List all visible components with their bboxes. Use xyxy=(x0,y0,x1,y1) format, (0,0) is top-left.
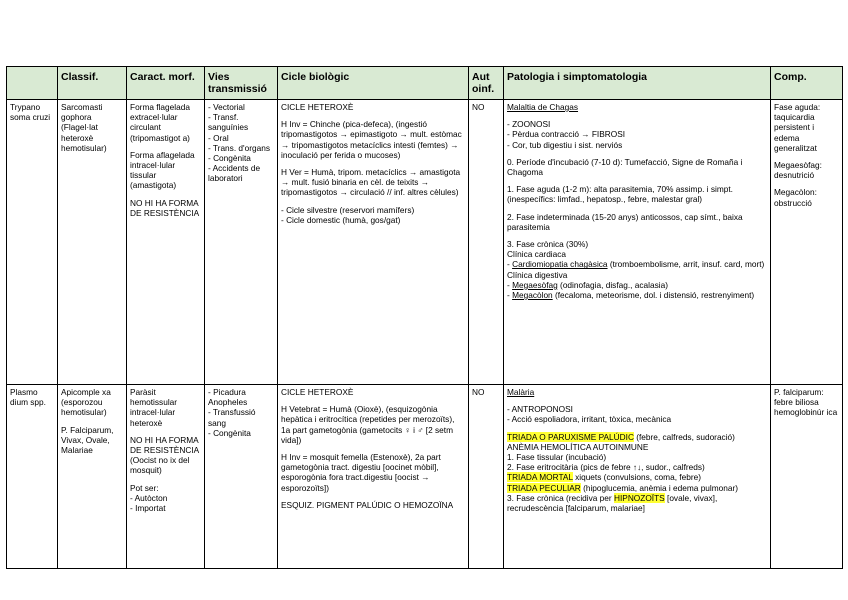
header-aut: Aut oinf. xyxy=(469,67,504,100)
cicle-ver: H Ver = Humà, tripom. metacíclics → amastigota → mult. fusió binaria en cèl. de teixits → tripomastigotos → circulació // inf. altres cèlules) xyxy=(281,167,461,198)
pat-line: - ANTROPONOSI xyxy=(507,404,573,415)
pat-cardio: - Cardiomiopatia chagàsica (tromboembolisme, arrit, insuf. card, mort) xyxy=(507,259,765,270)
cicle-inv: H Inv = Chinche (pica-defeca), (ingestió tripomastigotos → epimastigoto → mult. estòmac → tripomastigotos metacíclics intesti (femtes) → inoculació per ferida o mucoses) xyxy=(281,119,462,160)
header-empty xyxy=(7,67,58,100)
pat-clinica-dig: Clínica digestiva xyxy=(507,269,568,280)
vies-item: - Transf. sanguínies xyxy=(208,112,249,133)
mega1-term: Megaesòfag xyxy=(512,279,558,290)
f3-end: [ovale, vivax], recrudescència [falciparum, malariae] xyxy=(507,492,718,514)
triada1-highlight: TRIADA O PARUXISME PALÚDIC xyxy=(507,431,634,442)
vies-item: - Congènita xyxy=(208,153,251,164)
cicle-title: CICLE HETEROXÈ xyxy=(281,102,354,112)
pat-clinica-card: Clínica cardiaca xyxy=(507,249,567,260)
vies-item: - Trans. d'organs xyxy=(208,142,270,153)
cell-name: Plasmo dium spp. xyxy=(7,385,58,569)
morf-line: Paràsit hemotissular intracel·lular heteroxè xyxy=(130,387,178,428)
cardio-desc: (tromboembolisme, arrit, insuf. card, mort) xyxy=(607,259,765,270)
cicle-esq: ESQUIZ. PIGMENT PALÚDIC O HEMOZOÏNA xyxy=(281,499,454,510)
classif-line: P. Falciparum, Vivax, Ovale, Malariae xyxy=(61,424,114,456)
vies-item: - Vectorial xyxy=(208,102,245,112)
cell-name: Trypano soma cruzi xyxy=(7,100,58,385)
f3-start: 3. Fase crònica (recidiva per xyxy=(507,492,614,503)
pat-phase-3: 3. Fase crònica (30%) xyxy=(507,239,589,250)
pat-title: Malaltia de Chagas xyxy=(507,102,579,112)
header-cicle: Cicle biològic xyxy=(278,67,469,100)
header-vies: Vies transmissió xyxy=(205,67,278,100)
header-classif: Classif. xyxy=(58,67,127,100)
cicle-inv: H Inv = mosquit femella (Estenoxè), 2a part gametogònia tract. digestiu [oocinet mòbil], esporogònia fora tract.digestiu [oocist → esporozoïts]) xyxy=(281,452,441,493)
header-pat: Patologia i simptomatologia xyxy=(504,67,771,100)
comp-item: Fase aguda: taquicardia persistent i edema generalitzat xyxy=(774,102,821,153)
pat-line: - Cor, tub digestiu i sist. nerviós xyxy=(507,139,623,150)
classif-line: Apicomple xa (esporozou hemotisular) xyxy=(61,387,111,418)
comp-item: Megaesòfag: desnutrició xyxy=(774,160,822,181)
header-comp: Comp. xyxy=(771,67,843,100)
table-row-trypanosoma xyxy=(7,100,843,385)
pat-mega2: - Megacòlon (fecaloma, meteorisme, dol. i distensió, restrenyiment) xyxy=(507,290,755,301)
pat-line: - ZOONOSI xyxy=(507,119,551,130)
vies-item: - Picadura Anopheles xyxy=(208,387,248,408)
pat-anemia: ANÈMIA HEMOLÍTICA AUTOINMUNE xyxy=(507,441,649,452)
pat-f2: 2. Fase eritrocitària (pics de febre ↑↓, sudor., calfreds) xyxy=(507,462,705,473)
morf-line: - Autòcton xyxy=(130,492,168,503)
table-row-plasmodium xyxy=(7,385,843,569)
cicle-vet: H Vetebrat = Humà (Oioxè), (esquizogònia hepàtica i eritrocítica (repetides per merozoïts), 1a part gametogònia (gametocits ♀ i ♂ [2 setm vida]) xyxy=(281,404,455,445)
mega1-desc: (odinofagia, disfag., acalasia) xyxy=(557,279,668,290)
pat-phase-1: 1. Fase aguda (1-2 m): alta parasitemia, 70% assimp. i simpt. (inespecífics: limfad., hepatosp., febre, malestar gral) xyxy=(507,184,733,205)
cardio-term: Cardiomiopatia chagàsica xyxy=(512,259,608,270)
hipnozoits-highlight: HIPNOZOÏTS xyxy=(613,492,665,503)
cicle-item: - Cicle silvestre (reservori mamífers) xyxy=(281,204,415,215)
vies-item: - Accidents de laboratori xyxy=(208,163,261,184)
triada1-desc: (febre, calfreds, sudoració) xyxy=(633,431,735,442)
cell-cicle xyxy=(278,385,469,569)
vies-item: - Transfussió sang xyxy=(208,407,256,428)
pat-line: - Acció espoliadora, irritant, tòxica, mecànica xyxy=(507,414,672,425)
cicle-title: CICLE HETEROXÈ xyxy=(281,387,354,397)
pat-f3 xyxy=(507,493,767,513)
cell-aut: NO xyxy=(469,100,504,385)
morf-line: NO HI HA FORMA DE RESISTÈNCIA xyxy=(130,197,200,218)
pat-triada3 xyxy=(507,483,767,493)
vies-item: - Congènita xyxy=(208,427,251,438)
vies-item: - Oral xyxy=(208,132,229,143)
cell-comp: P. falciparum: febre biliosa hemoglobinúr ica xyxy=(771,385,843,569)
cell-classif: Sarcomasti gophora (Flagel·lat heteroxè hemotisular) xyxy=(58,100,127,385)
triada2-highlight: TRIADA MORTAL xyxy=(507,472,573,483)
pat-phase-2: 2. Fase indeterminada (15-20 anys) anticossos, cap símt., baixa parasitemia xyxy=(507,211,743,232)
triada3-desc: (hipoglucemia, anèmia i edema pulmonar) xyxy=(580,482,739,493)
pat-phase-0: 0. Període d'incubació (7-10 d): Tumefacció, Signe de Romaña i Chagoma xyxy=(507,156,743,178)
header-morf: Caract. morf. xyxy=(127,67,205,100)
cicle-item: - Cicle domestic (humà, gos/gat) xyxy=(281,214,401,225)
cell-morf xyxy=(127,100,205,385)
cell-cicle xyxy=(278,100,469,385)
morf-line: Pot ser: xyxy=(130,482,159,493)
cell-comp xyxy=(771,100,843,385)
pat-title: Malària xyxy=(507,387,535,397)
morf-line: Forma flagelada extracel·lular circulant (tripomastigot a) xyxy=(130,102,190,143)
morf-line: NO HI HA FORMA DE RESISTÈNCIA (Oocist no ix del mosquit) xyxy=(130,434,199,476)
pat-f1: 1. Fase tissular (incubació) xyxy=(507,452,607,463)
cell-aut: NO xyxy=(469,385,504,569)
comp-item: Megacòlon: obstrucció xyxy=(774,187,817,208)
parasite-table xyxy=(6,66,843,569)
cell-classif xyxy=(58,385,127,569)
pat-triada1 xyxy=(507,432,767,442)
header-row xyxy=(7,67,843,100)
morf-line: Forma aflagelada intracel·lular tissular (amastigota) xyxy=(130,149,195,191)
morf-line: - Importat xyxy=(130,503,166,514)
pat-triada2 xyxy=(507,472,767,482)
cell-pat xyxy=(504,100,771,385)
pat-line: - Pèrdua contracció → FIBROSI xyxy=(507,129,626,140)
triada3-highlight: TRIADA PECULIAR xyxy=(507,482,581,493)
cell-morf xyxy=(127,385,205,569)
cell-vies xyxy=(205,385,278,569)
pat-mega1: - Megaesòfag (odinofagia, disfag., acalasia) xyxy=(507,279,668,290)
mega2-desc: (fecaloma, meteorisme, dol. i distensió, restrenyiment) xyxy=(552,290,755,301)
cell-pat xyxy=(504,385,771,569)
mega2-term: Megacòlon xyxy=(512,290,553,301)
cell-vies xyxy=(205,100,278,385)
triada2-desc: xiquets (convulsions, coma, febre) xyxy=(572,472,701,483)
